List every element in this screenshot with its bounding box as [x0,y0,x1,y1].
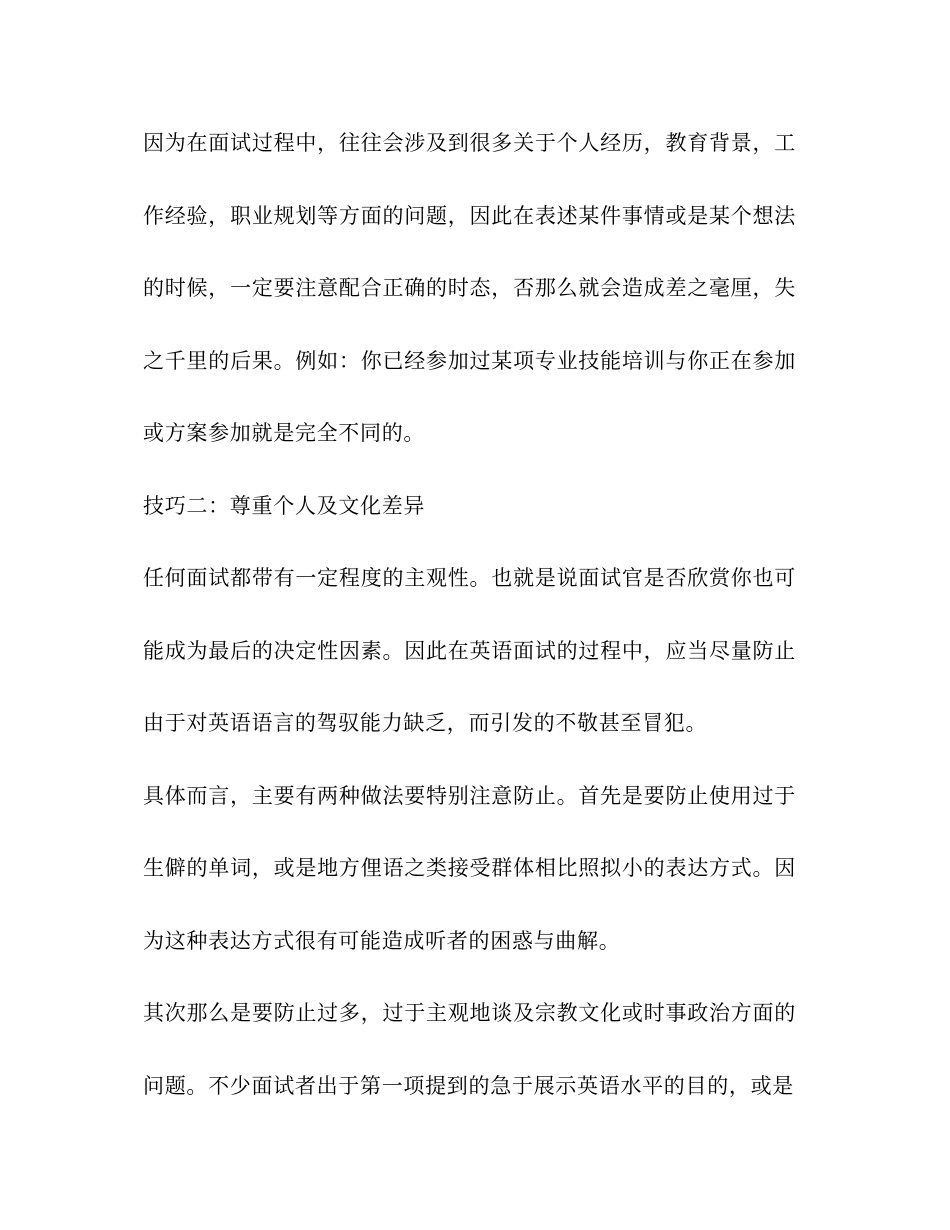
paragraph-subjectivity: 任何面试都带有一定程度的主观性。也就是说面试官是否欣赏你也可能成为最后的决定性因素。因此在英语面试的过程中，应当尽量防止由于对英语语言的驾驭能力缺乏，而引发的不敬甚至冒犯。 [143,566,796,735]
paragraph-avoid-sensitive-topics: 其次那么是要防止过多，过于主观地谈及宗教文化或时事政治方面的问题。不少面试者出于第一项提到的急于展示英语水平的目的，或是 [143,1001,796,1098]
section-heading-tip-two: 技巧二：尊重个人及文化差异 [143,493,426,518]
paragraph-tense: 因为在面试过程中，往往会涉及到很多关于个人经历，教育背景，工作经验，职业规划等方面的问题，因此在表述某件事情或是某个想法的时候，一定要注意配合正确的时态，否那么就会造成差之毫厘，失之千里的后果。例如：你已经参加过某项专业技能培训与你正在参加或方案参加就是完全不同的。 [143,131,796,445]
paragraph-avoid-rare-words: 具体而言，主要有两种做法要特别注意防止。首先是要防止使用过于生僻的单词，或是地方俚语之类接受群体相比照拟小的表达方式。因为这种表达方式很有可能造成听者的困惑与曲解。 [143,783,796,953]
